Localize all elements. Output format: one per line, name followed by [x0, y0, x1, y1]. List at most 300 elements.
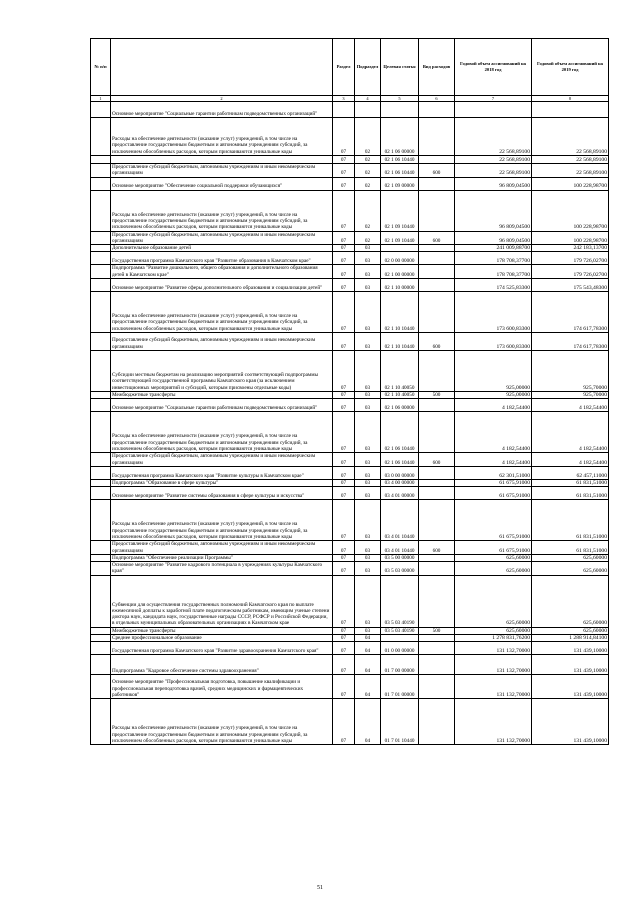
row-csr-cell: 02 1 06 10440 — [381, 453, 419, 467]
row-2018-cell: 62 301,51000 — [455, 466, 532, 479]
row-vr-cell — [419, 412, 455, 453]
row-no-cell — [91, 333, 111, 351]
row-vr-cell — [419, 699, 455, 745]
row-name-cell: Расходы на обеспечение деятельности (оказание услуг) учреждений, в том числе на предоставление государственным бюджетным и автономным учреждениям субсидий, за исключением обособленных расходов, которым присваиваются уникальные коды — [111, 412, 333, 453]
row-2019-cell: 131 439,10000 — [532, 675, 609, 699]
row-2019-cell: 4 182,54400 — [532, 412, 609, 453]
row-2019-cell: 242 183,13700 — [532, 245, 609, 252]
row-csr-cell: 02 1 09 10440 — [381, 190, 419, 231]
row-2019-cell: 625,60000 — [532, 562, 609, 576]
row-2019-cell: 4 182,54400 — [532, 453, 609, 467]
row-vr-cell: 500 — [419, 627, 455, 634]
table-row — [91, 118, 609, 156]
table-row — [91, 164, 609, 178]
row-csr-cell — [381, 635, 419, 642]
row-vr-cell — [419, 292, 455, 333]
row-razdel-cell: 07 — [333, 279, 355, 292]
table-body — [91, 102, 609, 745]
row-name-cell: Основное мероприятие "Развитие сферы дополнительного образования и социализации детей" — [111, 279, 333, 292]
row-razdel-cell: 07 — [333, 479, 355, 486]
row-name-cell: Предоставление субсидий бюджетным, автономным учреждениям и иным некоммерческим организациям — [111, 164, 333, 178]
row-2019-cell: 61 831,51000 — [532, 479, 609, 486]
row-no-cell — [91, 265, 111, 279]
row-csr-cell: 02 1 10 10440 — [381, 333, 419, 351]
row-vr-cell — [419, 190, 455, 231]
row-csr-cell: 02 1 00 00000 — [381, 265, 419, 279]
row-no-cell — [91, 177, 111, 190]
header-vr: Вид расходов — [419, 39, 455, 96]
row-no-cell — [91, 635, 111, 642]
row-name-cell: Основное мероприятие "Развитие кадрового потенциала в учреждениях культуры Камчатского края" — [111, 562, 333, 576]
row-no-cell — [91, 575, 111, 627]
table-row — [91, 500, 609, 541]
row-2018-cell: 61 675,91000 — [455, 541, 532, 555]
row-no-cell — [91, 500, 111, 541]
row-2019-cell: 61 831,51000 — [532, 487, 609, 500]
column-number: 7 — [455, 96, 532, 102]
table-row — [91, 562, 609, 576]
row-no-cell — [91, 412, 111, 453]
row-csr-cell: 02 1 10 40050 — [381, 351, 419, 392]
row-csr-cell: 02 1 06 10440 — [381, 412, 419, 453]
row-razdel-cell: 07 — [333, 642, 355, 655]
row-2019-cell: 100 228,98700 — [532, 190, 609, 231]
row-name-cell: Субсидии местным бюджетам на реализацию мероприятий соответствующей подпрограммы соответствующей государственной программы Камчатского края (за исключением инвестиционных мероприятий и субсидий, которым присвоены отдельные коды) — [111, 351, 333, 392]
row-2018-cell: 174 525,83300 — [455, 279, 532, 292]
row-2018-cell: 131 132,70000 — [455, 642, 532, 655]
row-no-cell — [91, 453, 111, 467]
row-vr-cell: 600 — [419, 333, 455, 351]
table-row — [91, 351, 609, 392]
row-name-cell: Расходы на обеспечение деятельности (оказание услуг) учреждений, в том числе на предоставление государственным бюджетным и автономным учреждениям субсидий, за исключением обособленных расходов, которым присваиваются уникальные коды — [111, 190, 333, 231]
row-podrazdel-cell: 03 — [355, 541, 381, 555]
row-podrazdel-cell: 04 — [355, 675, 381, 699]
row-podrazdel-cell: 03 — [355, 412, 381, 453]
table-row — [91, 156, 609, 164]
row-podrazdel-cell: 03 — [355, 265, 381, 279]
row-2019-cell: 61 831,51000 — [532, 541, 609, 555]
row-razdel-cell: 07 — [333, 231, 355, 245]
row-razdel-cell: 07 — [333, 412, 355, 453]
row-2019-cell: 175 543,48300 — [532, 279, 609, 292]
row-podrazdel-cell: 03 — [355, 562, 381, 576]
row-name-cell: Расходы на обеспечение деятельности (оказание услуг) учреждений, в том числе на предоставление государственным бюджетным и автономным учреждениям субсидий, за исключением обособленных расходов, которым присваиваются уникальные коды — [111, 292, 333, 333]
row-name-cell: Предоставление субсидий бюджетным, автономным учреждениям и иным некоммерческим организациям — [111, 333, 333, 351]
row-csr-cell: 02 1 09 00000 — [381, 177, 419, 190]
row-csr-cell: 01 7 01 10440 — [381, 699, 419, 745]
row-podrazdel-cell: 03 — [355, 487, 381, 500]
row-2018-cell: 22 568,89100 — [455, 156, 532, 164]
row-vr-cell — [419, 245, 455, 252]
row-2019-cell: 179 726,02700 — [532, 252, 609, 265]
row-2019-cell: 4 182,54400 — [532, 399, 609, 412]
table-row — [91, 292, 609, 333]
row-razdel-cell: 07 — [333, 487, 355, 500]
row-vr-cell — [419, 399, 455, 412]
row-vr-cell — [419, 102, 455, 118]
row-2018-cell: 4 182,54400 — [455, 412, 532, 453]
row-csr-cell: 02 1 10 00000 — [381, 279, 419, 292]
row-2018-cell: 96 809,04500 — [455, 177, 532, 190]
row-no-cell — [91, 699, 111, 745]
row-podrazdel-cell: 02 — [355, 156, 381, 164]
row-2018-cell: 61 675,91000 — [455, 479, 532, 486]
row-2018-cell: 22 568,89100 — [455, 118, 532, 156]
row-vr-cell: 500 — [419, 392, 455, 399]
row-no-cell — [91, 118, 111, 156]
column-number: 4 — [355, 96, 381, 102]
column-number: 2 — [111, 96, 333, 102]
row-razdel-cell: 07 — [333, 164, 355, 178]
row-razdel-cell: 07 — [333, 575, 355, 627]
row-name-cell: Подпрограмма "Образование в сфере культуры" — [111, 479, 333, 486]
row-2018-cell: 96 809,04500 — [455, 190, 532, 231]
row-razdel-cell: 07 — [333, 177, 355, 190]
row-2019-cell: 131 439,10000 — [532, 655, 609, 675]
row-no-cell — [91, 675, 111, 699]
row-2019-cell: 100 228,98700 — [532, 231, 609, 245]
header-razdel: Раздел — [333, 39, 355, 96]
row-name-cell: Основное мероприятие "Социальные гарантии работникам подведомственных организаций" — [111, 399, 333, 412]
row-podrazdel-cell: 04 — [355, 699, 381, 745]
header-2018: Годовой объем ассигнований на 2018 год — [455, 39, 532, 96]
row-razdel-cell: 07 — [333, 265, 355, 279]
table-row — [91, 466, 609, 479]
row-razdel-cell: 07 — [333, 500, 355, 541]
row-no-cell — [91, 252, 111, 265]
row-no-cell — [91, 541, 111, 555]
table-row — [91, 541, 609, 555]
row-name-cell: Основное мероприятие "Профессиональная подготовка, повышение квалификации и профессиональная переподготовка врачей, средних медицинских и фармацевтических работников" — [111, 675, 333, 699]
row-razdel-cell: 07 — [333, 190, 355, 231]
table-row — [91, 554, 609, 561]
table-row — [91, 575, 609, 627]
row-2018-cell: 625,60000 — [455, 554, 532, 561]
table-row — [91, 265, 609, 279]
row-name-cell: Основное мероприятие "Социальные гарантии работникам подведомственных организаций" — [111, 102, 333, 118]
row-podrazdel-cell: 03 — [355, 575, 381, 627]
row-csr-cell: 03 5 03 40190 — [381, 627, 419, 634]
table-row — [91, 252, 609, 265]
table-row — [91, 190, 609, 231]
row-csr-cell: 01 7 01 00000 — [381, 675, 419, 699]
row-name-cell: Среднее профессиональное образование — [111, 635, 333, 642]
row-name-cell: Государственная программа Камчатского края "Развитие образования в Камчатском крае" — [111, 252, 333, 265]
row-2019-cell: 1 288 914,84100 — [532, 635, 609, 642]
header-name — [111, 39, 333, 96]
row-2018-cell: 4 182,54400 — [455, 453, 532, 467]
row-vr-cell: 600 — [419, 453, 455, 467]
header-row — [91, 39, 609, 96]
row-2018-cell: 925,00000 — [455, 351, 532, 392]
row-no-cell — [91, 231, 111, 245]
row-podrazdel-cell: 03 — [355, 333, 381, 351]
row-name-cell: Основное мероприятие "Обеспечение социальной поддержки обучающихся" — [111, 177, 333, 190]
row-vr-cell — [419, 265, 455, 279]
row-csr-cell: 02 0 00 00000 — [381, 252, 419, 265]
row-no-cell — [91, 479, 111, 486]
row-vr-cell — [419, 279, 455, 292]
row-no-cell — [91, 351, 111, 392]
row-name-cell: Межбюджетные трансферты — [111, 392, 333, 399]
table-row — [91, 487, 609, 500]
row-2018-cell: 241 009,88700 — [455, 245, 532, 252]
row-razdel-cell: 07 — [333, 635, 355, 642]
row-2018-cell: 625,60000 — [455, 575, 532, 627]
row-razdel-cell: 07 — [333, 245, 355, 252]
row-name-cell: Предоставление субсидий бюджетным, автономным учреждениям и иным некоммерческим организациям — [111, 453, 333, 467]
row-vr-cell — [419, 252, 455, 265]
row-no-cell — [91, 554, 111, 561]
table-row — [91, 479, 609, 486]
row-vr-cell: 600 — [419, 541, 455, 555]
table-row — [91, 675, 609, 699]
row-2019-cell: 174 617,78300 — [532, 292, 609, 333]
row-vr-cell — [419, 177, 455, 190]
row-vr-cell: 600 — [419, 231, 455, 245]
row-2018-cell: 4 182,54400 — [455, 399, 532, 412]
table-row — [91, 333, 609, 351]
row-vr-cell — [419, 635, 455, 642]
row-no-cell — [91, 392, 111, 399]
row-vr-cell — [419, 575, 455, 627]
row-no-cell — [91, 627, 111, 634]
row-2019-cell: 625,60000 — [532, 575, 609, 627]
row-2019-cell: 925,70000 — [532, 392, 609, 399]
row-2019-cell: 131 439,10000 — [532, 642, 609, 655]
row-no-cell — [91, 466, 111, 479]
row-no-cell — [91, 487, 111, 500]
row-2019-cell: 625,60000 — [532, 627, 609, 634]
table-row — [91, 392, 609, 399]
row-podrazdel-cell: 04 — [355, 655, 381, 675]
row-csr-cell: 01 7 00 00000 — [381, 655, 419, 675]
row-2018-cell: 178 708,37700 — [455, 265, 532, 279]
row-no-cell — [91, 102, 111, 118]
row-2018-cell: 131 132,70000 — [455, 699, 532, 745]
row-name-cell: Расходы на обеспечение деятельности (оказание услуг) учреждений, в том числе на предоставление государственным бюджетным и автономным учреждениям субсидий, за исключением обособленных расходов, которым присваиваются уникальные коды — [111, 500, 333, 541]
table-row — [91, 642, 609, 655]
row-name-cell: Основное мероприятие "Развитие системы образования в сфере культуры и искусства" — [111, 487, 333, 500]
column-number: 5 — [381, 96, 419, 102]
row-2018-cell: 131 132,70000 — [455, 655, 532, 675]
row-2019-cell: 625,60000 — [532, 554, 609, 561]
row-name-cell: Государственная программа Камчатского края "Развитие здравоохранения Камчатского края" — [111, 642, 333, 655]
row-2019-cell: 22 568,89100 — [532, 164, 609, 178]
row-razdel-cell: 07 — [333, 156, 355, 164]
row-podrazdel-cell: 03 — [355, 466, 381, 479]
row-csr-cell: 02 1 09 10440 — [381, 231, 419, 245]
row-podrazdel-cell: 03 — [355, 627, 381, 634]
row-razdel-cell: 07 — [333, 675, 355, 699]
row-razdel-cell: 07 — [333, 351, 355, 392]
row-podrazdel-cell: 03 — [355, 399, 381, 412]
row-name-cell: Предоставление субсидий бюджетным, автономным учреждениям и иным некоммерческим организациям — [111, 231, 333, 245]
row-vr-cell — [419, 156, 455, 164]
row-name-cell: Дополнительное образование детей — [111, 245, 333, 252]
row-name-cell: Государственная программа Камчатского края "Развитие культуры в Камчатском крае" — [111, 466, 333, 479]
row-csr-cell: 02 1 06 10440 — [381, 156, 419, 164]
row-name-cell — [111, 156, 333, 164]
column-number: 6 — [419, 96, 455, 102]
row-no-cell — [91, 399, 111, 412]
row-razdel-cell: 07 — [333, 541, 355, 555]
row-2019-cell: 131 439,10000 — [532, 699, 609, 745]
row-vr-cell: 600 — [419, 164, 455, 178]
row-no-cell — [91, 164, 111, 178]
row-2018-cell: 925,00000 — [455, 392, 532, 399]
row-no-cell — [91, 292, 111, 333]
header-csr: Целевая статья — [381, 39, 419, 96]
row-2019-cell: 179 726,02700 — [532, 265, 609, 279]
table-row — [91, 399, 609, 412]
row-2019-cell: 174 617,78300 — [532, 333, 609, 351]
row-vr-cell — [419, 466, 455, 479]
row-no-cell — [91, 190, 111, 231]
header-2019: Годовой объем ассигнований на 2019 год — [532, 39, 609, 96]
row-name-cell: Подпрограмма "Обеспечение реализации Программы" — [111, 554, 333, 561]
row-2019-cell: 22 568,89100 — [532, 156, 609, 164]
row-name-cell: Подпрограмма "Кадровое обеспечение системы здравоохранения" — [111, 655, 333, 675]
row-podrazdel-cell: 03 — [355, 554, 381, 561]
row-2018-cell: 1 278 831,76200 — [455, 635, 532, 642]
row-podrazdel-cell: 03 — [355, 252, 381, 265]
row-csr-cell: 02 1 06 00000 — [381, 118, 419, 156]
row-podrazdel-cell: 03 — [355, 292, 381, 333]
row-no-cell — [91, 562, 111, 576]
table-row — [91, 453, 609, 467]
row-razdel-cell: 07 — [333, 627, 355, 634]
row-podrazdel-cell: 02 — [355, 231, 381, 245]
table-row — [91, 627, 609, 634]
row-razdel-cell: 07 — [333, 252, 355, 265]
row-2019-cell — [532, 102, 609, 118]
row-podrazdel-cell — [355, 102, 381, 118]
table-row — [91, 412, 609, 453]
row-podrazdel-cell: 03 — [355, 392, 381, 399]
row-vr-cell — [419, 479, 455, 486]
row-2018-cell: 625,60000 — [455, 562, 532, 576]
row-csr-cell: 03 5 03 00000 — [381, 562, 419, 576]
row-podrazdel-cell: 02 — [355, 177, 381, 190]
row-csr-cell: 03 4 00 00000 — [381, 479, 419, 486]
row-razdel-cell: 07 — [333, 554, 355, 561]
row-razdel-cell: 07 — [333, 453, 355, 467]
row-vr-cell — [419, 554, 455, 561]
row-name-cell: Подпрограмма "Развитие дошкольного, общего образования и дополнительного образования детей в Камчатском крае" — [111, 265, 333, 279]
row-name-cell: Расходы на обеспечение деятельности (оказание услуг) учреждений, в том числе на предоставление государственным бюджетным и автономным учреждениям субсидий, за исключением обособленных расходов, которым присваиваются уникальные коды — [111, 699, 333, 745]
column-number: 3 — [333, 96, 355, 102]
row-csr-cell — [381, 102, 419, 118]
table-row — [91, 635, 609, 642]
row-name-cell: Предоставление субсидий бюджетным, автономным учреждениям и иным некоммерческим организациям — [111, 541, 333, 555]
row-2019-cell: 100 228,98700 — [532, 177, 609, 190]
row-podrazdel-cell: 03 — [355, 351, 381, 392]
row-name-cell: Субвенции для осуществления государственных полномочий Камчатского края по выплате ежемесячной доплаты к заработной плате педагогическим работникам, имеющим ученые степени доктора наук, кандидата наук, государственные награды СССР, РСФСР и Российской Федерации, в отдельных муниципальных образовательных организациях в Камчатском крае — [111, 575, 333, 627]
row-2018-cell: 173 600,83300 — [455, 292, 532, 333]
budget-table — [90, 38, 609, 745]
row-razdel-cell — [333, 102, 355, 118]
row-2018-cell: 131 132,70000 — [455, 675, 532, 699]
row-podrazdel-cell: 03 — [355, 245, 381, 252]
row-vr-cell — [419, 562, 455, 576]
row-2018-cell: 96 809,04500 — [455, 231, 532, 245]
row-2019-cell: 61 831,51000 — [532, 500, 609, 541]
row-csr-cell: 01 0 00 00000 — [381, 642, 419, 655]
row-csr-cell: 02 1 10 10440 — [381, 292, 419, 333]
page-number: 51 — [317, 885, 323, 891]
row-csr-cell: 03 5 03 40190 — [381, 575, 419, 627]
row-vr-cell — [419, 675, 455, 699]
row-2019-cell: 62 457,11000 — [532, 466, 609, 479]
row-podrazdel-cell: 02 — [355, 164, 381, 178]
row-no-cell — [91, 279, 111, 292]
row-podrazdel-cell: 03 — [355, 479, 381, 486]
row-vr-cell — [419, 351, 455, 392]
header-no: № п/п — [91, 39, 111, 96]
row-2018-cell — [455, 102, 532, 118]
row-csr-cell: 03 4 01 00000 — [381, 487, 419, 500]
table-row — [91, 177, 609, 190]
row-razdel-cell: 07 — [333, 466, 355, 479]
row-csr-cell — [381, 245, 419, 252]
table-row — [91, 699, 609, 745]
table-row — [91, 231, 609, 245]
row-razdel-cell: 07 — [333, 399, 355, 412]
row-razdel-cell: 07 — [333, 655, 355, 675]
row-2018-cell: 625,60000 — [455, 627, 532, 634]
row-2018-cell: 61 675,91000 — [455, 487, 532, 500]
column-number: 8 — [532, 96, 609, 102]
row-csr-cell: 02 1 10 40050 — [381, 392, 419, 399]
row-vr-cell — [419, 500, 455, 541]
row-razdel-cell: 07 — [333, 292, 355, 333]
row-2018-cell: 173 600,83300 — [455, 333, 532, 351]
row-2018-cell: 178 708,37700 — [455, 252, 532, 265]
row-razdel-cell: 07 — [333, 333, 355, 351]
table-row — [91, 279, 609, 292]
row-vr-cell — [419, 118, 455, 156]
row-razdel-cell: 07 — [333, 118, 355, 156]
row-razdel-cell: 07 — [333, 392, 355, 399]
row-no-cell — [91, 156, 111, 164]
row-name-cell: Межбюджетные трансферты — [111, 627, 333, 634]
row-name-cell: Расходы на обеспечение деятельности (оказание услуг) учреждений, в том числе на предоставление государственным бюджетным и автономным учреждениям субсидий, за исключением обособленных расходов, которым присваиваются уникальные коды — [111, 118, 333, 156]
row-razdel-cell: 07 — [333, 562, 355, 576]
row-2018-cell: 22 568,89100 — [455, 164, 532, 178]
row-2019-cell: 22 568,89100 — [532, 118, 609, 156]
row-podrazdel-cell: 03 — [355, 453, 381, 467]
row-podrazdel-cell: 04 — [355, 642, 381, 655]
row-csr-cell: 03 0 00 00000 — [381, 466, 419, 479]
row-podrazdel-cell: 03 — [355, 279, 381, 292]
row-podrazdel-cell: 03 — [355, 500, 381, 541]
row-podrazdel-cell: 02 — [355, 190, 381, 231]
table-row — [91, 245, 609, 252]
column-number: 1 — [91, 96, 111, 102]
header-podrazdel: Подраздел — [355, 39, 381, 96]
row-vr-cell — [419, 487, 455, 500]
row-csr-cell: 02 1 06 00000 — [381, 399, 419, 412]
table-row — [91, 655, 609, 675]
row-csr-cell: 03 4 01 10440 — [381, 500, 419, 541]
row-csr-cell: 03 4 01 10440 — [381, 541, 419, 555]
row-2018-cell: 61 675,91000 — [455, 500, 532, 541]
row-no-cell — [91, 655, 111, 675]
row-csr-cell: 02 1 06 10440 — [381, 164, 419, 178]
row-vr-cell — [419, 655, 455, 675]
row-2019-cell: 925,70000 — [532, 351, 609, 392]
